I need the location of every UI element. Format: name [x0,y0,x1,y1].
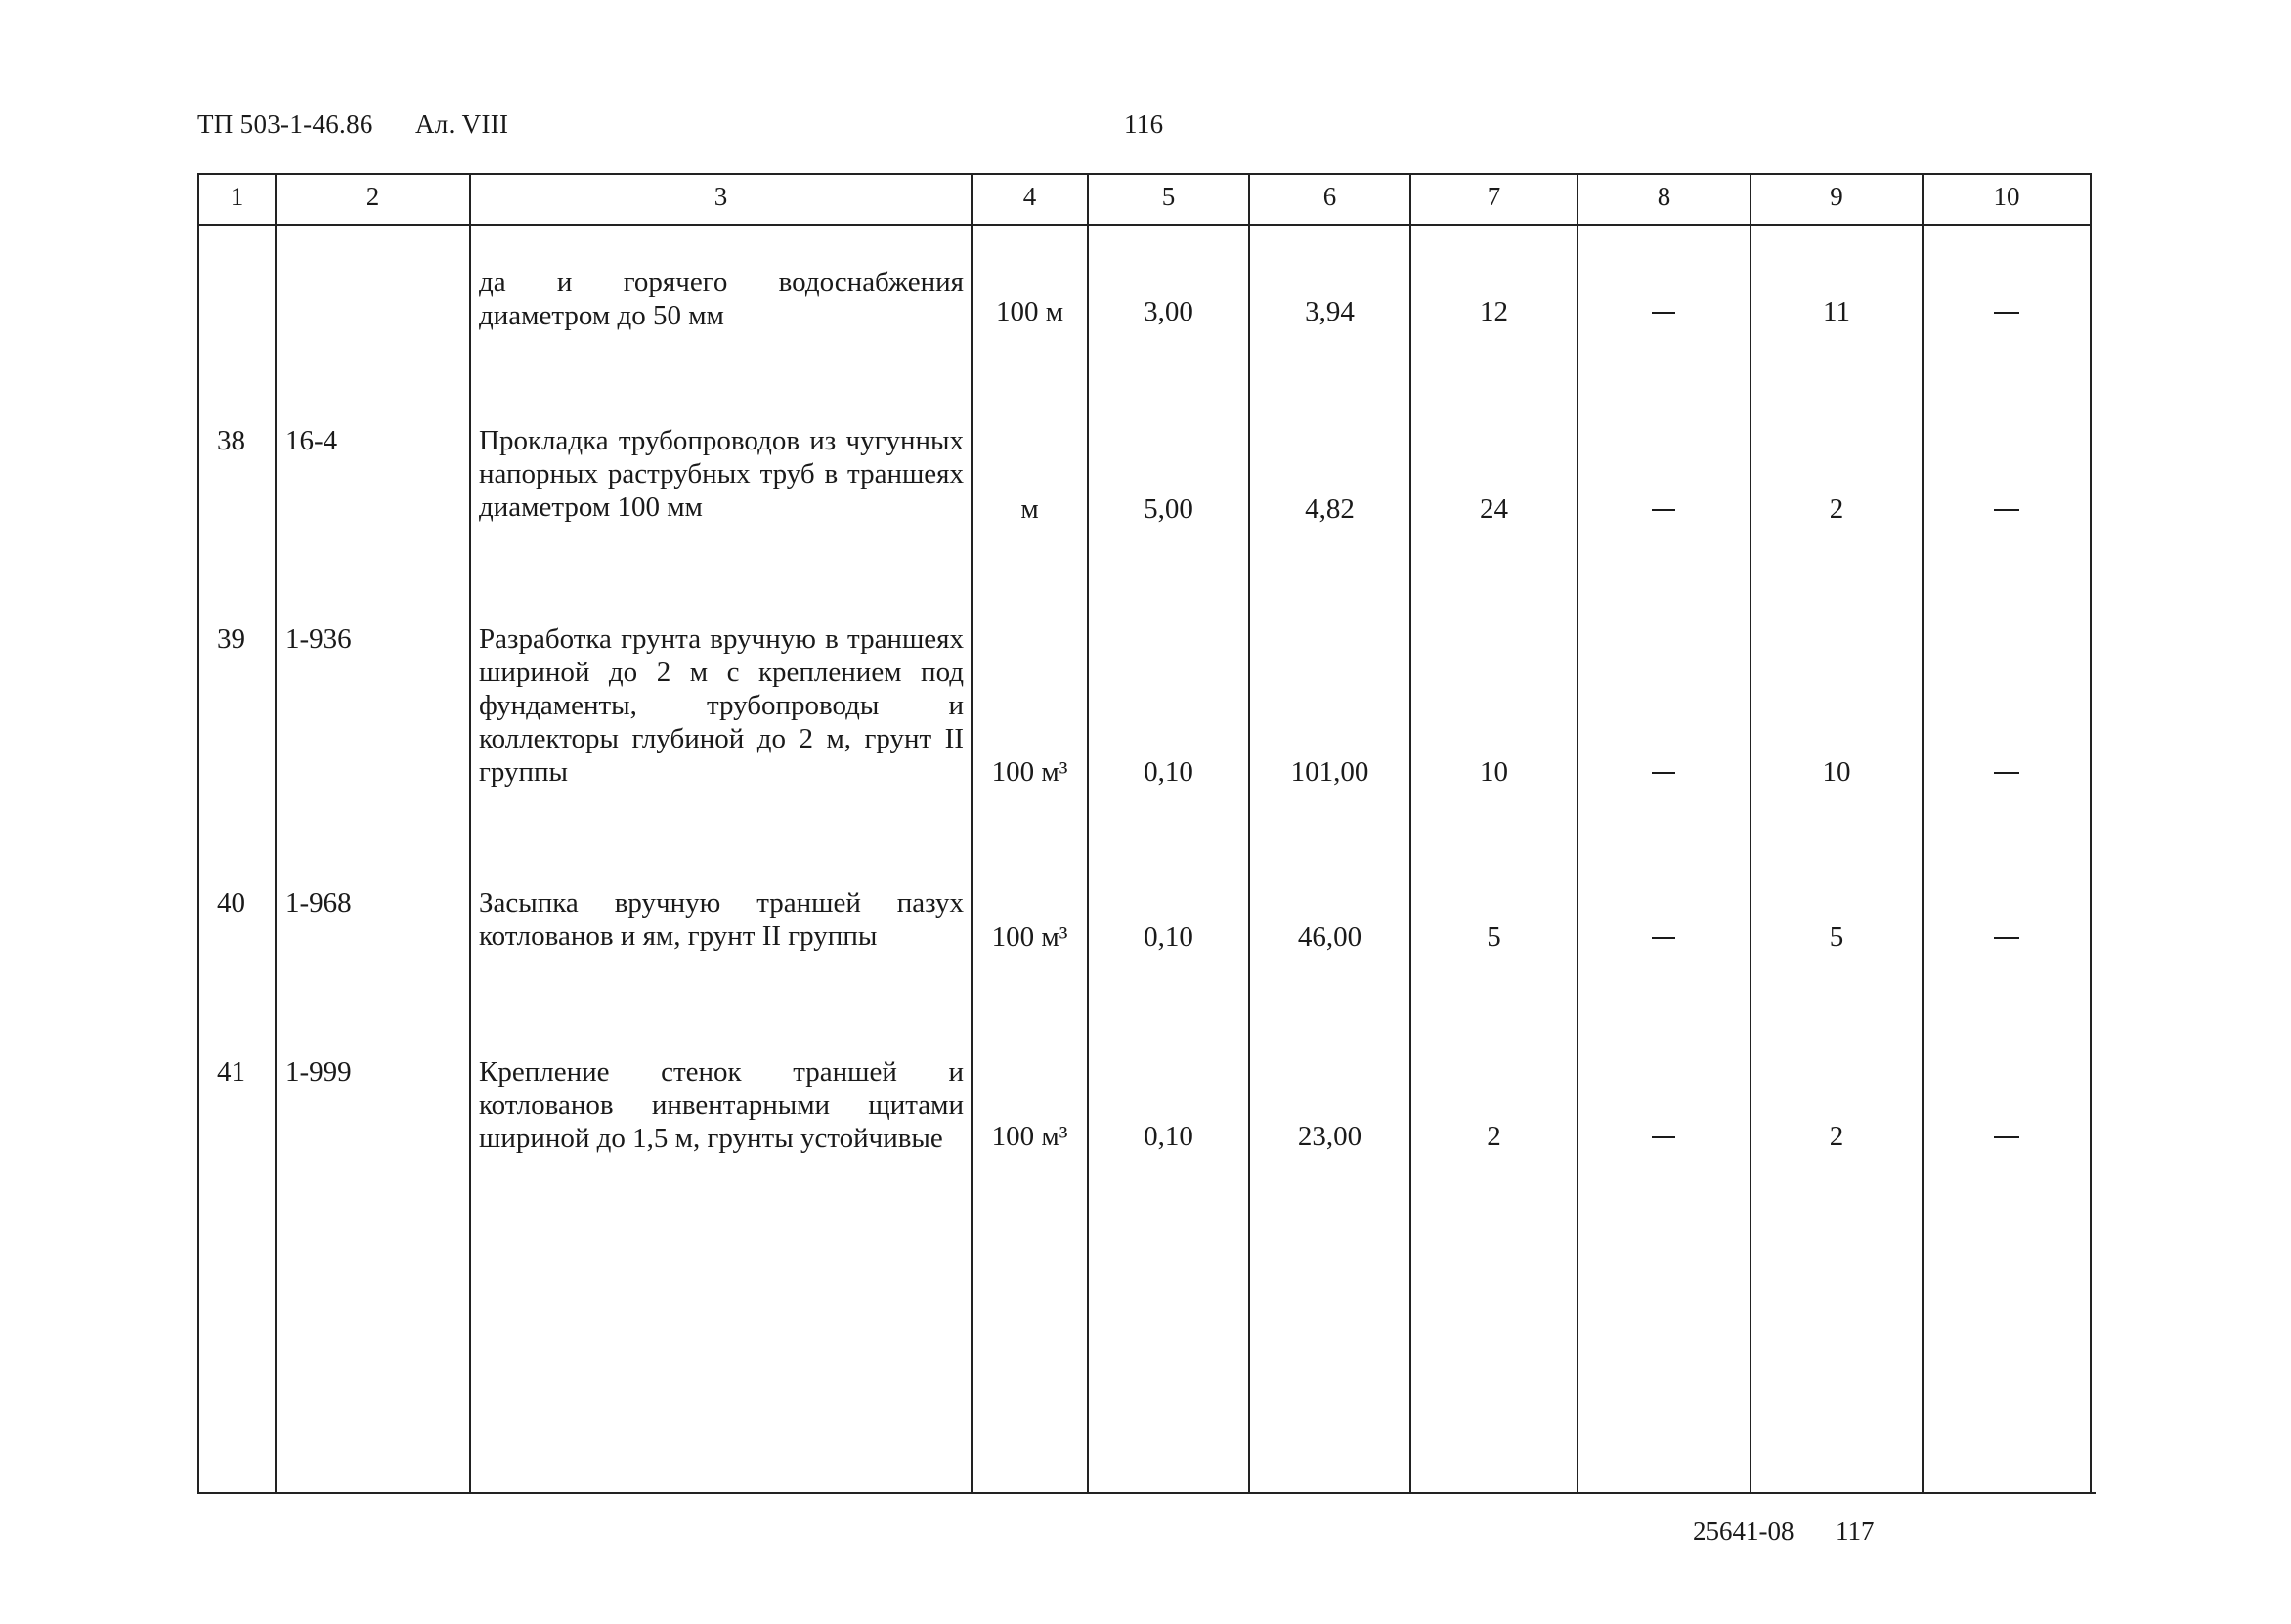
col-divider-3 [971,173,973,1494]
column-header-10: 10 [1993,182,2020,211]
row-col5: 0,10 [1144,1121,1193,1152]
table-top-border [197,173,2092,175]
row-number: 39 [217,623,245,655]
row-col7: 10 [1480,756,1508,788]
column-header-3: 3 [713,182,728,211]
row-col8-dash [1652,312,1675,314]
col-divider-7 [1577,173,1578,1494]
row-code: 1-999 [285,1056,352,1088]
row-col5: 0,10 [1144,756,1193,788]
footer-code: 25641-08 [1693,1517,1794,1546]
row-col5: 0,10 [1144,921,1193,953]
row-col10-dash [1994,312,2019,314]
column-header-2: 2 [366,182,380,211]
row-description: Разработка грунта вручную в траншеях шириной до 2 м с креплением под фундаменты, трубопроводы и коллекторы глубиной до 2 м, грунт II группы [479,623,964,788]
column-header-6: 6 [1322,182,1337,211]
row-col10-dash [1994,1136,2019,1138]
column-header-8: 8 [1657,182,1671,211]
column-header-1: 1 [230,182,244,211]
row-unit: м [1020,493,1039,525]
row-code: 1-968 [285,887,352,919]
row-description: Засыпка вручную траншей пазух котлованов и ям, грунт II группы [479,887,964,952]
row-unit: 100 м³ [991,756,1068,788]
album-number: Ал. VIII [415,109,509,139]
col-divider-6 [1409,173,1411,1494]
row-number: 41 [217,1056,245,1088]
row-col7: 5 [1487,921,1501,953]
col-divider-9 [1922,173,1924,1494]
row-col7: 24 [1480,493,1508,525]
row-col5: 3,00 [1144,296,1193,327]
row-col6: 101,00 [1290,756,1369,788]
row-col8-dash [1652,509,1675,511]
row-col7: 2 [1487,1121,1501,1152]
row-col9: 2 [1829,493,1844,525]
col-divider-5 [1248,173,1250,1494]
row-description: Прокладка трубопроводов из чугунных напорных раструбных труб в траншеях диаметром 100 мм [479,425,964,523]
row-col9: 5 [1829,921,1844,953]
col-divider-10 [2090,173,2092,1494]
column-header-9: 9 [1830,182,1843,211]
col-divider-4 [1087,173,1089,1494]
row-col5: 5,00 [1144,493,1193,525]
row-col8-dash [1652,1136,1675,1138]
col-divider-8 [1750,173,1751,1494]
row-code: 1-936 [285,623,352,655]
row-col10-dash [1994,509,2019,511]
row-col6: 46,00 [1297,921,1362,953]
row-col6: 23,00 [1297,1121,1362,1152]
row-col9: 11 [1823,296,1850,327]
row-code: 16-4 [285,425,338,456]
table-header-divider [197,224,2092,226]
row-col10-dash [1994,772,2019,774]
row-number: 38 [217,425,245,456]
row-col9: 2 [1829,1121,1844,1152]
column-header-5: 5 [1161,182,1176,211]
column-header-4: 4 [1022,182,1037,211]
row-col10-dash [1994,937,2019,939]
row-number: 40 [217,887,245,919]
col-divider-2 [469,173,471,1494]
row-unit: 100 м³ [991,921,1068,953]
col-divider-1 [275,173,277,1494]
row-unit: 100 м [995,296,1064,327]
row-col9: 10 [1822,756,1851,788]
column-header-7: 7 [1487,182,1501,211]
document-code: ТП 503-1-46.86 [197,109,373,139]
row-col6: 4,82 [1305,493,1355,525]
row-unit: 100 м³ [991,1121,1068,1152]
row-col8-dash [1652,772,1675,774]
row-col7: 12 [1480,296,1508,327]
footer-page-number: 117 [1836,1517,1875,1546]
row-description: да и горячего водоснабжения диаметром до 50 мм [479,267,964,331]
table-bottom-border [199,1492,2096,1494]
col-divider-0 [197,173,199,1494]
page-number: 116 [1124,109,1164,139]
row-col8-dash [1652,937,1675,939]
row-col6: 3,94 [1305,296,1355,327]
row-description: Крепление стенок траншей и котлованов инвентарными щитами шириной до 1,5 м, грунты устойчивые [479,1056,964,1154]
